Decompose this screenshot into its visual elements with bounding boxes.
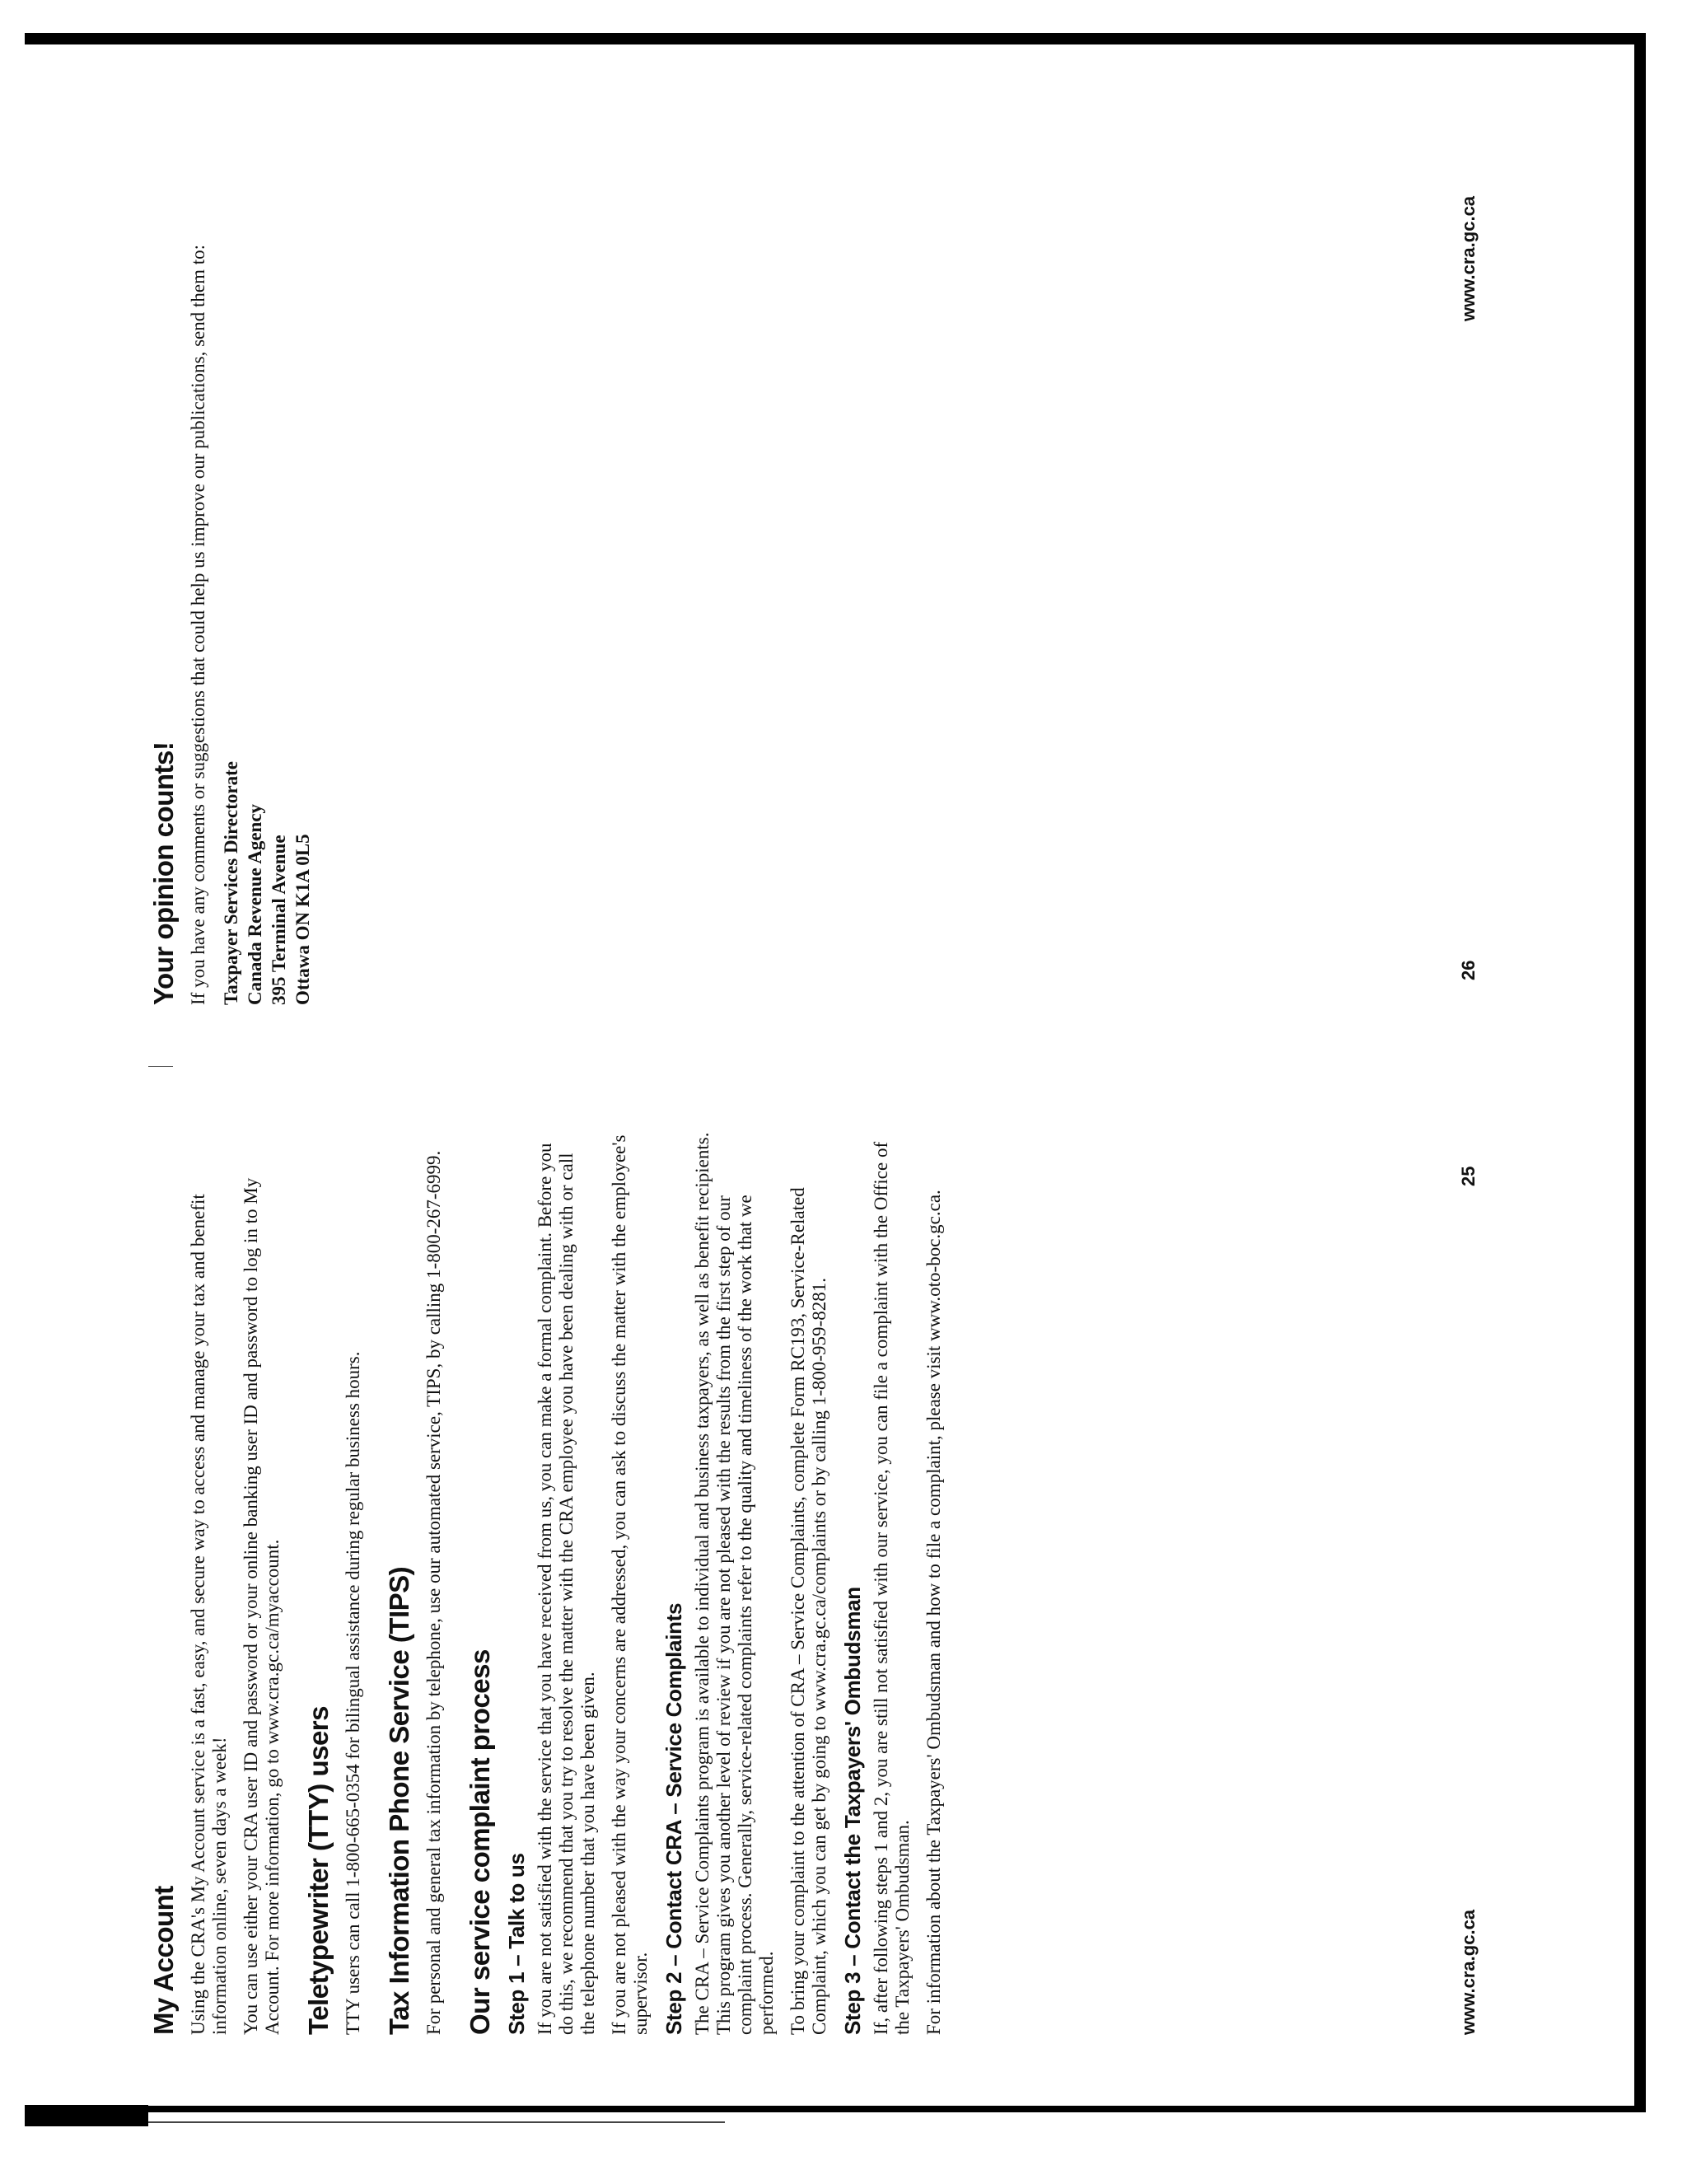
my-account-section — [148, 1129, 283, 2035]
page-25-content — [148, 1129, 965, 2035]
page-number-25: 25 — [1458, 1166, 1479, 1186]
my-account-paragraph-2: You can use either your CRA user ID and password or your online banking user ID and password to log in to My Account. For more information, go to www.cra.gc.ca/myaccount. — [241, 1177, 283, 2035]
step1-paragraph-2: If you are not pleased with the way your concerns are addressed, you can ask to discuss the matter with the employee's supervisor. — [609, 1134, 651, 2035]
tty-heading: Teletypewriter (TTY) users — [303, 1705, 334, 2035]
complaint-section — [465, 1129, 945, 2035]
footer-url-left: www.cra.gc.ca — [1458, 1909, 1479, 2035]
scan-mark-bottom-left — [25, 2105, 148, 2126]
step1-paragraph-1: If you are not satisfied with the service that you have received from us, you can make a formal complaint. Before you do this, we recommend that you try to resolve the matter with the CRA employee you have been dealing with or call the telephone number that you have been given. — [535, 1143, 598, 2035]
step3-heading: Step 3 – Contact the Taxpayers' Ombudsman — [840, 1587, 865, 2035]
address-line: Ottawa ON K1A 0L5 — [292, 834, 313, 1005]
mailing-address — [219, 99, 315, 1005]
page-fold-mark — [148, 1066, 173, 1067]
address-line: Taxpayer Services Directorate — [221, 761, 241, 1005]
scan-border-top — [25, 33, 1646, 44]
step1-heading: Step 1 – Talk to us — [504, 1853, 529, 2035]
tty-paragraph: TTY users can call 1-800-665-0354 for bilingual assistance during regular business hours. — [343, 1351, 363, 2035]
rotated-spread — [148, 99, 1479, 2035]
my-account-heading: My Account — [148, 1886, 179, 2035]
address-line: 395 Terminal Avenue — [269, 835, 289, 1005]
tips-paragraph: For personal and general tax information by telephone, use our automated service, TIPS, by calling 1-800-267-6999. — [423, 1150, 444, 2035]
opinion-section — [148, 99, 315, 1005]
step3-paragraph-1: If, after following steps 1 and 2, you are still not satisfied with our service, you can file a complaint with the Office of the Taxpayers' Ombudsman. — [871, 1141, 913, 2035]
step2-paragraph-2: To bring your complaint to the attention of CRA – Service Complaints, complete Form RC193, Service-Related Complaint, which you can get by going to www.cra.gc.ca/complaints or by calling 1-800-959-8281. — [787, 1187, 829, 2035]
tips-section — [384, 1129, 445, 2035]
page-number-26: 26 — [1458, 960, 1479, 980]
step3-paragraph-2: For information about the Taxpayers' Ombudsman and how to file a complaint, please visit www.oto-boc.gc.ca. — [923, 1190, 944, 2035]
scan-rule-bottom — [148, 2121, 725, 2123]
page-26-content — [148, 99, 334, 1005]
scan-border-bottom — [25, 2106, 1646, 2112]
complaint-heading: Our service complaint process — [465, 1649, 495, 2035]
opinion-paragraph: If you have any comments or suggestions that could help us improve our publications, send them to: — [188, 244, 208, 1005]
tty-section — [303, 1129, 364, 2035]
tips-heading: Tax Information Phone Service (TIPS) — [384, 1566, 414, 2035]
step2-heading: Step 2 – Contact CRA – Service Complaints — [661, 1602, 686, 2035]
step2-paragraph-1: The CRA – Service Complaints program is available to individual and business taxpayers, as well as benefit recipients. This program gives you another level of review if you are not pleased with the results from the first step of our complaint process. Generally, service-related complaints refer to the quality and timeliness of the work that we performed. — [692, 1132, 777, 2035]
opinion-heading: Your opinion counts! — [148, 741, 179, 1005]
address-line: Canada Revenue Agency — [245, 803, 265, 1005]
footer-url-right: www.cra.gc.ca — [1458, 195, 1479, 321]
my-account-paragraph-1: Using the CRA's My Account service is a fast, easy, and secure way to access and manage your tax and benefit information online, seven days a week! — [188, 1194, 230, 2035]
scan-border-right — [1634, 33, 1646, 2109]
